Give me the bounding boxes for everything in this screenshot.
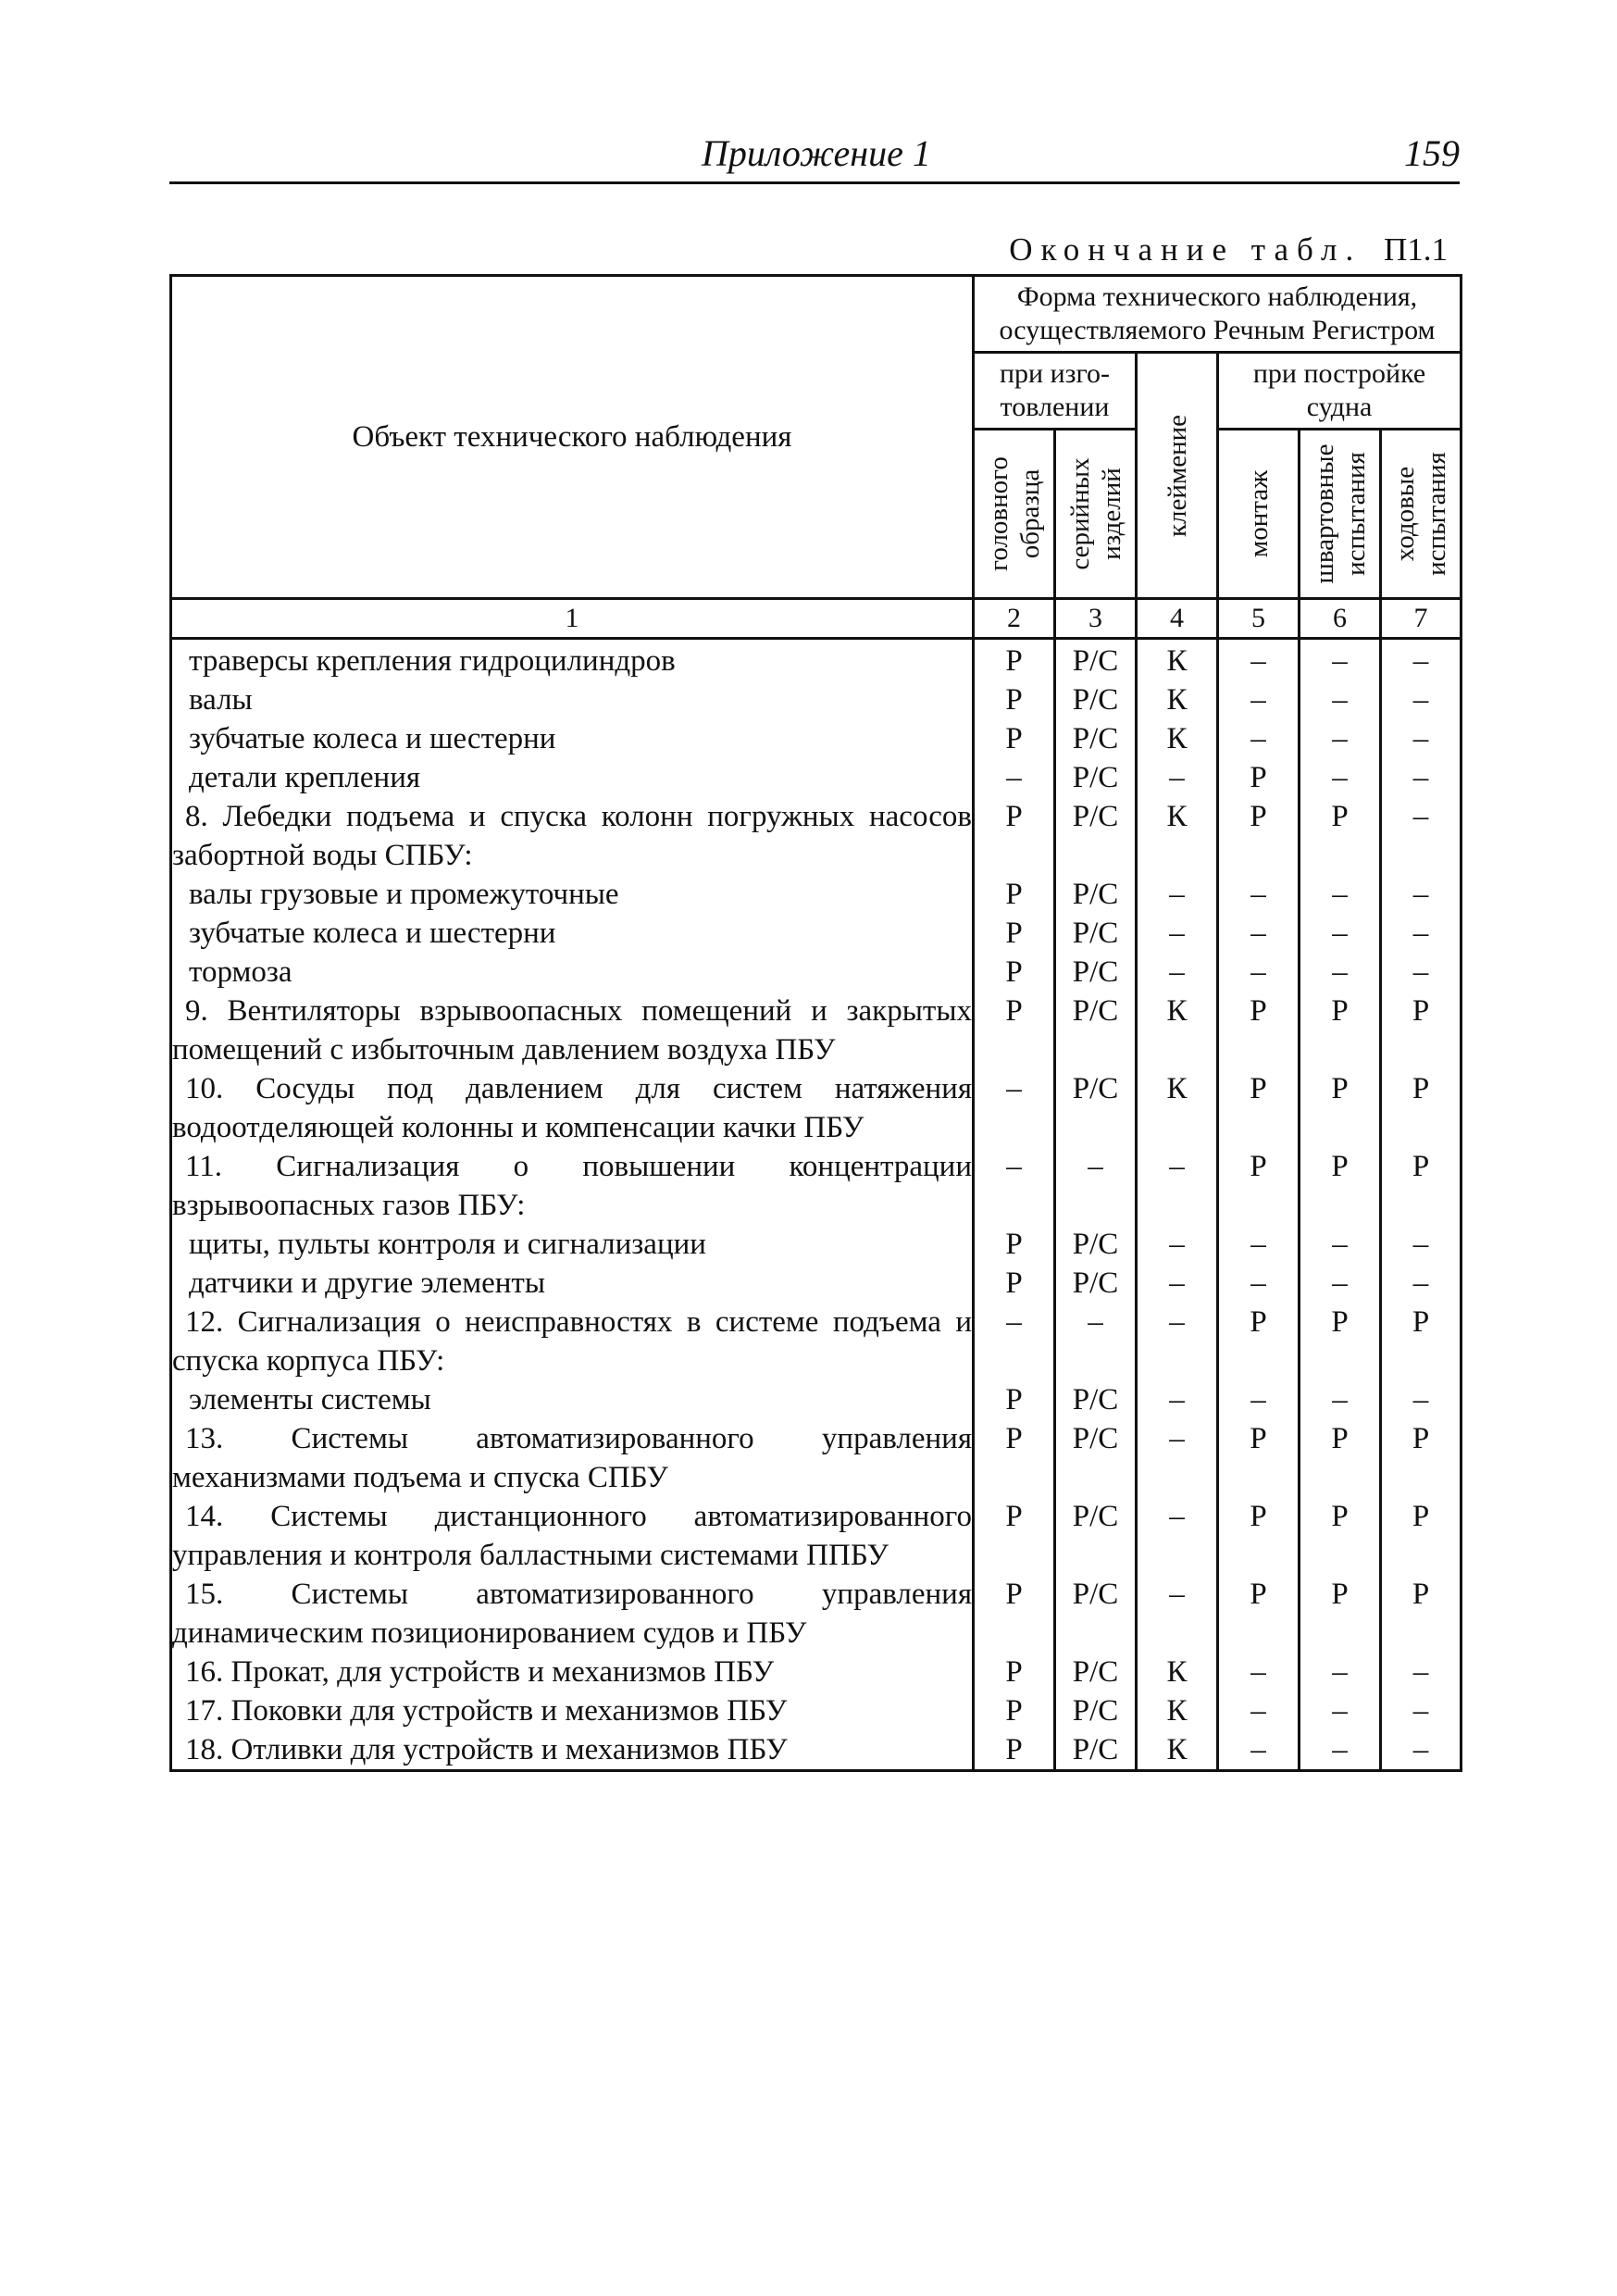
row-value-col-7: – bbox=[1381, 953, 1462, 992]
row-value-col-3: Р/С bbox=[1055, 914, 1137, 953]
table-row bbox=[171, 639, 1462, 681]
row-object: 11. Сигнализация о повышении концентрации взрывоопасных газов ПБУ: bbox=[171, 1147, 974, 1225]
column-number: 1 bbox=[171, 599, 974, 639]
row-value-col-7: Р bbox=[1381, 1575, 1462, 1653]
row-object: зубчатые колеса и шестерни bbox=[171, 719, 974, 758]
row-value-col-2: Р bbox=[974, 1264, 1055, 1303]
row-value-col-3: Р/С bbox=[1055, 1497, 1137, 1575]
row-value-col-5: – bbox=[1218, 1691, 1300, 1730]
row-object: 17. Поковки для устройств и механизмов ПБУ bbox=[171, 1691, 974, 1730]
row-value-col-5: – bbox=[1218, 639, 1300, 681]
row-value-col-2: Р bbox=[974, 875, 1055, 914]
row-object: 9. Вентиляторы взрывоопасных помещений и закрытых помещений с избыточным давлением воздуха ПБУ bbox=[171, 992, 974, 1069]
row-value-col-5: Р bbox=[1218, 1147, 1300, 1225]
row-value-col-7: Р bbox=[1381, 1303, 1462, 1380]
row-value-col-4: – bbox=[1137, 1497, 1218, 1575]
row-value-col-2: Р bbox=[974, 1497, 1055, 1575]
row-value-col-3: Р/С bbox=[1055, 1691, 1137, 1730]
row-value-col-6: – bbox=[1300, 1691, 1381, 1730]
row-value-col-5: – bbox=[1218, 1264, 1300, 1303]
header-col-6: швартовные испытания bbox=[1300, 430, 1381, 599]
row-value-col-3: Р/С bbox=[1055, 680, 1137, 719]
row-value-col-5: Р bbox=[1218, 797, 1300, 875]
row-value-col-6: – bbox=[1300, 1264, 1381, 1303]
row-value-col-4: К bbox=[1137, 1653, 1218, 1691]
row-value-col-3: Р/С bbox=[1055, 758, 1137, 797]
header-construction: при постройке судна bbox=[1218, 353, 1462, 430]
row-value-col-5: – bbox=[1218, 719, 1300, 758]
row-value-col-7: – bbox=[1381, 758, 1462, 797]
row-value-col-3: Р/С bbox=[1055, 1575, 1137, 1653]
row-value-col-2: Р bbox=[974, 1691, 1055, 1730]
column-number: 2 bbox=[974, 599, 1055, 639]
table-row bbox=[171, 1069, 1462, 1147]
row-value-col-2: Р bbox=[974, 953, 1055, 992]
page-number: 159 bbox=[1404, 132, 1460, 174]
row-value-col-2: Р bbox=[974, 1730, 1055, 1771]
row-value-col-6: – bbox=[1300, 953, 1381, 992]
header-col-7: ходовые испытания bbox=[1381, 430, 1462, 599]
table-row bbox=[171, 1497, 1462, 1575]
row-value-col-4: – bbox=[1137, 1225, 1218, 1264]
row-value-col-5: Р bbox=[1218, 1303, 1300, 1380]
table-row bbox=[171, 758, 1462, 797]
row-value-col-6: – bbox=[1300, 639, 1381, 681]
row-object: 14. Системы дистанционного автоматизированного управления и контроля балластными системами ППБУ bbox=[171, 1497, 974, 1575]
row-object: 10. Сосуды под давлением для систем натяжения водоотделяющей колонны и компенсации качки ПБУ bbox=[171, 1069, 974, 1147]
row-object: 12. Сигнализация о неисправностях в системе подъема и спуска корпуса ПБУ: bbox=[171, 1303, 974, 1380]
row-value-col-7: Р bbox=[1381, 1419, 1462, 1497]
row-object: детали крепления bbox=[171, 758, 974, 797]
row-value-col-2: – bbox=[974, 1147, 1055, 1225]
running-head bbox=[169, 130, 1460, 184]
row-value-col-3: Р/С bbox=[1055, 1419, 1137, 1497]
row-value-col-5: – bbox=[1218, 1380, 1300, 1419]
header-manufacture: при изго-товлении bbox=[974, 353, 1137, 430]
table-row bbox=[171, 797, 1462, 875]
row-value-col-3: Р/С bbox=[1055, 1653, 1137, 1691]
row-value-col-5: Р bbox=[1218, 992, 1300, 1069]
row-value-col-7: – bbox=[1381, 1691, 1462, 1730]
row-value-col-2: Р bbox=[974, 992, 1055, 1069]
row-value-col-4: К bbox=[1137, 797, 1218, 875]
table-row bbox=[171, 1380, 1462, 1419]
row-value-col-5: – bbox=[1218, 680, 1300, 719]
row-value-col-7: – bbox=[1381, 797, 1462, 875]
row-value-col-7: – bbox=[1381, 1264, 1462, 1303]
row-value-col-6: – bbox=[1300, 1730, 1381, 1771]
header-stamping: клеймение bbox=[1162, 414, 1192, 537]
row-value-col-7: – bbox=[1381, 1225, 1462, 1264]
row-value-col-2: Р bbox=[974, 797, 1055, 875]
row-value-col-7: – bbox=[1381, 1380, 1462, 1419]
header-stamping-cell bbox=[1137, 353, 1218, 599]
row-object: траверсы крепления гидроцилиндров bbox=[171, 639, 974, 681]
row-value-col-4: – bbox=[1137, 1575, 1218, 1653]
row-value-col-7: – bbox=[1381, 914, 1462, 953]
row-object: 18. Отливки для устройств и механизмов ПБУ bbox=[171, 1730, 974, 1771]
row-value-col-6: – bbox=[1300, 719, 1381, 758]
row-value-col-5: Р bbox=[1218, 1575, 1300, 1653]
header-col-5: монтаж bbox=[1218, 430, 1300, 599]
row-object: 13. Системы автоматизированного управления механизмами подъема и спуска СПБУ bbox=[171, 1419, 974, 1497]
table-caption-text: Окончание табл. bbox=[1009, 231, 1362, 268]
row-value-col-2: – bbox=[974, 1303, 1055, 1380]
row-value-col-5: – bbox=[1218, 953, 1300, 992]
row-value-col-5: Р bbox=[1218, 758, 1300, 797]
row-value-col-3: Р/С bbox=[1055, 639, 1137, 681]
row-value-col-3: Р/С bbox=[1055, 1264, 1137, 1303]
row-value-col-2: Р bbox=[974, 1653, 1055, 1691]
row-value-col-2: Р bbox=[974, 1419, 1055, 1497]
row-value-col-6: Р bbox=[1300, 1303, 1381, 1380]
row-value-col-4: – bbox=[1137, 758, 1218, 797]
running-title: Приложение 1 bbox=[702, 132, 931, 174]
column-number: 3 bbox=[1055, 599, 1137, 639]
header-form: Форма технического наблюдения, осуществляемого Речным Регистром bbox=[974, 276, 1462, 353]
row-object: 8. Лебедки подъема и спуска колонн погружных насосов забортной воды СПБУ: bbox=[171, 797, 974, 875]
row-value-col-6: – bbox=[1300, 875, 1381, 914]
row-value-col-6: Р bbox=[1300, 1147, 1381, 1225]
column-number: 5 bbox=[1218, 599, 1300, 639]
table-caption-number: П1.1 bbox=[1383, 231, 1448, 268]
row-value-col-6: – bbox=[1300, 1380, 1381, 1419]
row-value-col-7: – bbox=[1381, 875, 1462, 914]
table-row bbox=[171, 1303, 1462, 1380]
row-value-col-6: Р bbox=[1300, 992, 1381, 1069]
row-value-col-3: Р/С bbox=[1055, 1730, 1137, 1771]
row-value-col-3: Р/С bbox=[1055, 875, 1137, 914]
table-row bbox=[171, 680, 1462, 719]
row-value-col-4: – bbox=[1137, 875, 1218, 914]
table-row bbox=[171, 875, 1462, 914]
row-value-col-4: – bbox=[1137, 1380, 1218, 1419]
table-row bbox=[171, 1730, 1462, 1771]
row-value-col-7: Р bbox=[1381, 1147, 1462, 1225]
row-value-col-6: – bbox=[1300, 914, 1381, 953]
column-number: 6 bbox=[1300, 599, 1381, 639]
row-value-col-5: Р bbox=[1218, 1419, 1300, 1497]
row-object: элементы системы bbox=[171, 1380, 974, 1419]
row-value-col-6: – bbox=[1300, 1225, 1381, 1264]
table-row bbox=[171, 1691, 1462, 1730]
row-value-col-4: К bbox=[1137, 1730, 1218, 1771]
row-value-col-6: – bbox=[1300, 680, 1381, 719]
row-value-col-4: К bbox=[1137, 1069, 1218, 1147]
row-value-col-2: Р bbox=[974, 639, 1055, 681]
row-value-col-4: К bbox=[1137, 719, 1218, 758]
row-value-col-4: – bbox=[1137, 953, 1218, 992]
row-value-col-2: Р bbox=[974, 1575, 1055, 1653]
row-value-col-6: – bbox=[1300, 1653, 1381, 1691]
row-value-col-4: К bbox=[1137, 680, 1218, 719]
row-value-col-7: Р bbox=[1381, 1069, 1462, 1147]
row-value-col-2: Р bbox=[974, 1225, 1055, 1264]
row-object: щиты, пульты контроля и сигнализации bbox=[171, 1225, 974, 1264]
row-value-col-3: Р/С bbox=[1055, 1225, 1137, 1264]
row-value-col-3: Р/С bbox=[1055, 992, 1137, 1069]
row-value-col-5: Р bbox=[1218, 1497, 1300, 1575]
row-value-col-4: – bbox=[1137, 1264, 1218, 1303]
row-value-col-3: Р/С bbox=[1055, 953, 1137, 992]
row-value-col-4: К bbox=[1137, 1691, 1218, 1730]
table-body bbox=[171, 639, 1462, 1771]
row-value-col-7: – bbox=[1381, 1653, 1462, 1691]
row-value-col-5: – bbox=[1218, 1653, 1300, 1691]
row-value-col-7: – bbox=[1381, 719, 1462, 758]
table-caption bbox=[1009, 231, 1448, 268]
table-row bbox=[171, 992, 1462, 1069]
table-row bbox=[171, 1147, 1462, 1225]
row-value-col-5: – bbox=[1218, 1225, 1300, 1264]
row-value-col-5: – bbox=[1218, 1730, 1300, 1771]
row-value-col-6: – bbox=[1300, 758, 1381, 797]
row-value-col-4: К bbox=[1137, 639, 1218, 681]
row-value-col-6: Р bbox=[1300, 1497, 1381, 1575]
row-value-col-2: Р bbox=[974, 914, 1055, 953]
row-object: зубчатые колеса и шестерни bbox=[171, 914, 974, 953]
row-object: 16. Прокат, для устройств и механизмов ПБУ bbox=[171, 1653, 974, 1691]
row-object: датчики и другие элементы bbox=[171, 1264, 974, 1303]
row-value-col-3: Р/С bbox=[1055, 797, 1137, 875]
header-numbers-row bbox=[171, 599, 1462, 639]
row-value-col-7: Р bbox=[1381, 1497, 1462, 1575]
row-value-col-7: Р bbox=[1381, 992, 1462, 1069]
header-object: Объект технического наблюдения bbox=[171, 276, 974, 599]
row-value-col-7: – bbox=[1381, 1730, 1462, 1771]
row-value-col-2: – bbox=[974, 758, 1055, 797]
column-number: 4 bbox=[1137, 599, 1218, 639]
header-col-2: головного образца bbox=[974, 430, 1055, 599]
row-value-col-6: Р bbox=[1300, 1575, 1381, 1653]
table-row bbox=[171, 1419, 1462, 1497]
row-value-col-5: – bbox=[1218, 875, 1300, 914]
row-object: 15. Системы автоматизированного управления динамическим позиционированием судов и ПБУ bbox=[171, 1575, 974, 1653]
table-row bbox=[171, 719, 1462, 758]
row-value-col-2: Р bbox=[974, 680, 1055, 719]
row-value-col-3: Р/С bbox=[1055, 1069, 1137, 1147]
row-value-col-4: К bbox=[1137, 992, 1218, 1069]
row-value-col-7: – bbox=[1381, 680, 1462, 719]
row-value-col-2: Р bbox=[974, 1380, 1055, 1419]
row-value-col-3: – bbox=[1055, 1147, 1137, 1225]
table-row bbox=[171, 1225, 1462, 1264]
table-row bbox=[171, 1575, 1462, 1653]
row-value-col-5: – bbox=[1218, 914, 1300, 953]
row-value-col-4: – bbox=[1137, 1147, 1218, 1225]
row-value-col-6: Р bbox=[1300, 1419, 1381, 1497]
column-number: 7 bbox=[1381, 599, 1462, 639]
table-row bbox=[171, 1264, 1462, 1303]
row-value-col-6: Р bbox=[1300, 797, 1381, 875]
row-object: тормоза bbox=[171, 953, 974, 992]
table-row bbox=[171, 953, 1462, 992]
table-row bbox=[171, 914, 1462, 953]
table-row bbox=[171, 1653, 1462, 1691]
row-value-col-4: – bbox=[1137, 1419, 1218, 1497]
row-value-col-3: – bbox=[1055, 1303, 1137, 1380]
header-col-3: серийных изделий bbox=[1055, 430, 1137, 599]
row-value-col-3: Р/С bbox=[1055, 1380, 1137, 1419]
row-value-col-3: Р/С bbox=[1055, 719, 1137, 758]
row-object: валы грузовые и промежуточные bbox=[171, 875, 974, 914]
row-value-col-2: – bbox=[974, 1069, 1055, 1147]
row-value-col-4: – bbox=[1137, 1303, 1218, 1380]
row-object: валы bbox=[171, 680, 974, 719]
row-value-col-5: Р bbox=[1218, 1069, 1300, 1147]
row-value-col-4: – bbox=[1137, 914, 1218, 953]
row-value-col-2: Р bbox=[974, 719, 1055, 758]
observation-table bbox=[169, 274, 1462, 1772]
row-value-col-7: – bbox=[1381, 639, 1462, 681]
row-value-col-6: Р bbox=[1300, 1069, 1381, 1147]
